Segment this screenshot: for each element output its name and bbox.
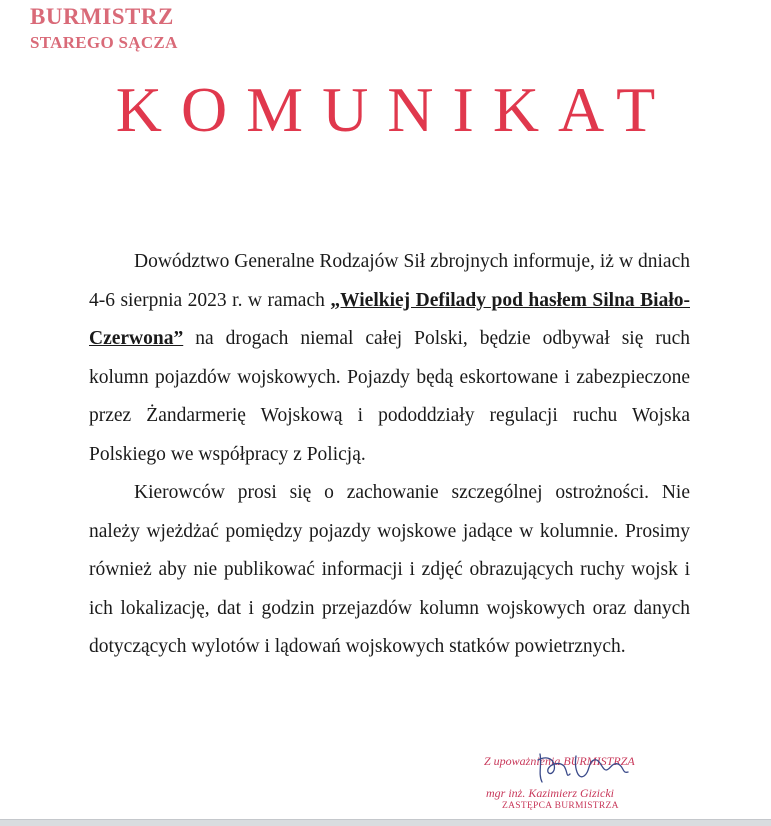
signature-block bbox=[478, 746, 678, 816]
signatory-title: ZASTĘPCA BURMISTRZA bbox=[502, 801, 619, 811]
paragraph-2: Kierowców prosi się o zachowanie szczególnej ostrożności. Nie należy wjeżdżać pomiędzy pojazdy wojskowe jadące w kolumnie. Prosimy również aby nie publikować informacji i zdjęć obrazujących ruchy wojsk i ich lokalizację, dat i godzin przejazdów kolumn wojskowych oraz danych dotyczących wylotów i lądowań wojskowych statków powietrznych. bbox=[89, 482, 690, 657]
signature-authorization: Z upoważnienia BURMISTRZA bbox=[484, 754, 635, 768]
announcement-body bbox=[89, 243, 690, 667]
handwritten-signature bbox=[528, 746, 638, 791]
paragraph-1-rest: na drogach niemal całej Polski, będzie odbywał się ruch kolumn pojazdów wojskowych. Pojazdy będą eskortowane i zabezpieczone przez Żandarmerię Wojskową i pododdziały regulacji ruchu Wojska Polskiego we współpracy z Policją. bbox=[89, 328, 690, 465]
mayor-header-stamp bbox=[30, 4, 178, 54]
paragraph-1-intro: Dowództwo Generalne Rodzajów Sił zbrojnych informuje, iż w dniach 4-6 sierpnia 2023 r. w ramach bbox=[89, 251, 690, 311]
stamp-title: BURMISTRZ bbox=[30, 4, 174, 29]
event-name: „Wielkiej Defilady pod hasłem Silna Biało-Czerwona” bbox=[89, 289, 690, 349]
stamp-subtitle: STAREGO SĄCZA bbox=[30, 33, 178, 52]
document-title: KOMUNIKAT bbox=[115, 74, 675, 145]
paragraph-1 bbox=[89, 243, 690, 474]
signatory-name: mgr inż. Kazimierz Gizicki bbox=[486, 786, 615, 800]
viewer-bottom-bar bbox=[0, 819, 771, 826]
